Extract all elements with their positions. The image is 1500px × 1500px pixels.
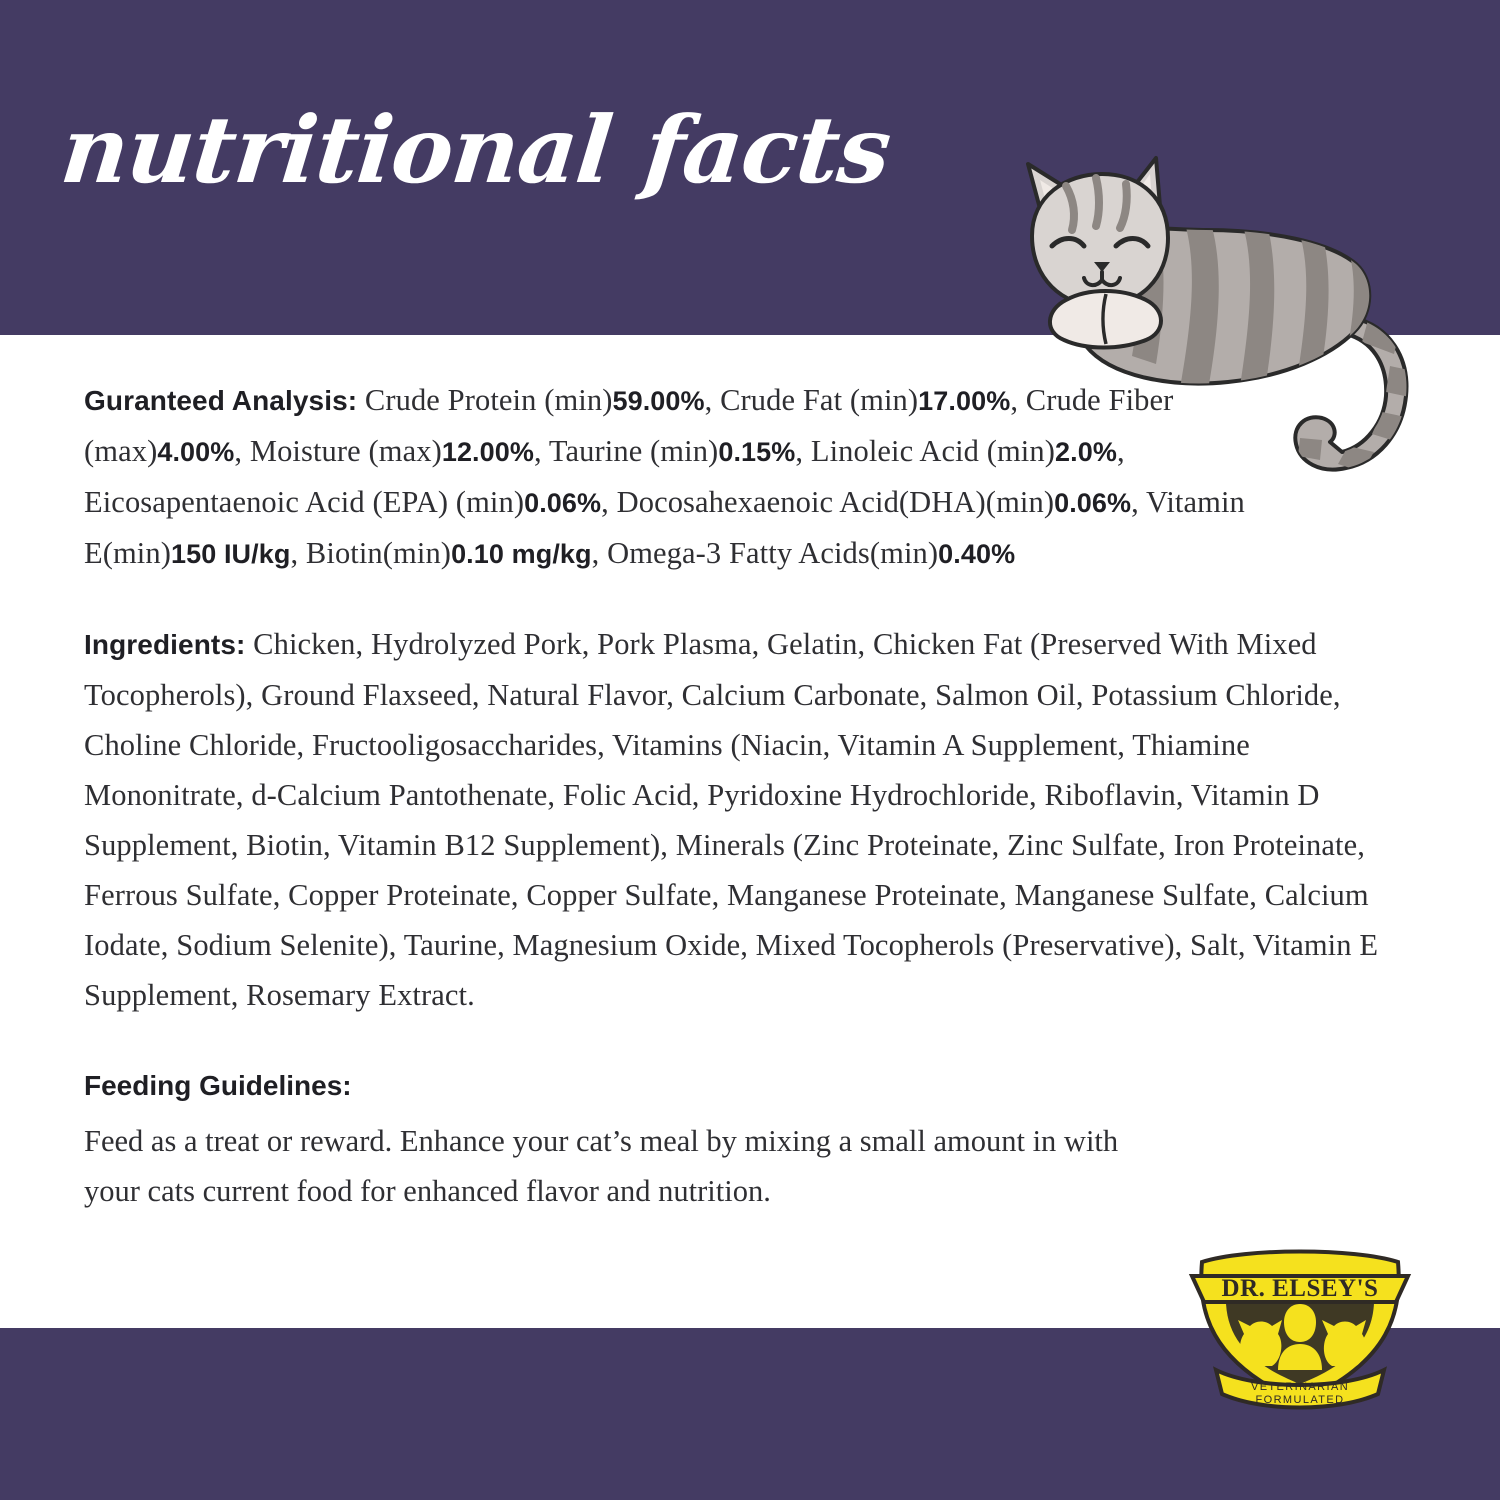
brand-logo [1186,1242,1414,1412]
analysis-value: 0.10 mg/kg [451,539,592,569]
analysis-value: 0.15% [718,437,796,467]
analysis-value: 4.00% [157,437,235,467]
page-title-word-2: facts [639,96,896,204]
page-title-word-1: nutritional [56,96,617,204]
analysis-value: 0.40% [938,539,1016,569]
guaranteed-analysis-label: Guranteed Analysis: [84,385,358,416]
analysis-value: 59.00% [612,386,705,416]
analysis-value: 150 IU/kg [171,539,291,569]
feeding-guidelines-label: Feeding Guidelines: [84,1070,352,1101]
analysis-value: 17.00% [918,386,1011,416]
feeding-guidelines-body: Feed as a treat or reward. Enhance your cat’s meal by mixing a small amount in with your cats current food for enhanced flavor and nutrition. [84,1124,1119,1208]
logo-tagline-line-1: VETERINARIAN [1250,1381,1350,1393]
ingredients-paragraph [84,619,1414,1020]
guaranteed-analysis-body: Crude Protein (min)59.00%, Crude Fat (min)17.00%, Crude Fiber (max)4.00%, Moisture (max)12.00%, Taurine (min)0.15%, Linoleic Acid (min)2.0%, Eicosapentaenoic Acid (EPA) (min)0.06%, Docosahexaenoic Acid(DHA)(min)0.06%, Vitamin E(min)150 IU/kg, Biotin(min)0.10 mg/kg, Omega-3 Fatty Acids(min)0.40% [84,383,1245,570]
analysis-value: 2.0% [1055,437,1117,467]
analysis-value: 12.00% [441,437,535,467]
ingredients-body: Chicken, Hydrolyzed Pork, Pork Plasma, Gelatin, Chicken Fat (Preserved With Mixed Tocopherols), Ground Flaxseed, Natural Flavor, Calcium Carbonate, Salmon Oil, Potassium Chloride, Choline Chloride, Fructooligosaccharides, Vitamins (Niacin, Vitamin A Supplement, Thiamine Mononitrate, d-Calcium Pantothenate, Folic Acid, Pyridoxine Hydrochloride, Riboflavin, Vitamin D Supplement, Biotin, Vitamin B12 Supplement), Minerals (Zinc Proteinate, Zinc Sulfate, Iron Proteinate, Ferrous Sulfate, Copper Proteinate, Copper Sulfate, Manganese Proteinate, Manganese Sulfate, Calcium Iodate, Sodium Selenite), Taurine, Magnesium Oxide, Mixed Tocopherols (Preservative), Salt, Vitamin E Supplement, Rosemary Extract. [84,627,1379,1012]
logo-brand-text: DR. ELSEY'S [1221,1275,1379,1302]
guaranteed-analysis-paragraph [84,375,1284,579]
nutrition-content [84,375,1414,1216]
logo-tagline-line-2: FORMULATED [1255,1394,1345,1406]
analysis-value: 0.06% [1054,488,1132,518]
analysis-value: 0.06% [524,488,602,518]
page-title [56,96,895,204]
ingredients-label: Ingredients: [84,629,246,660]
